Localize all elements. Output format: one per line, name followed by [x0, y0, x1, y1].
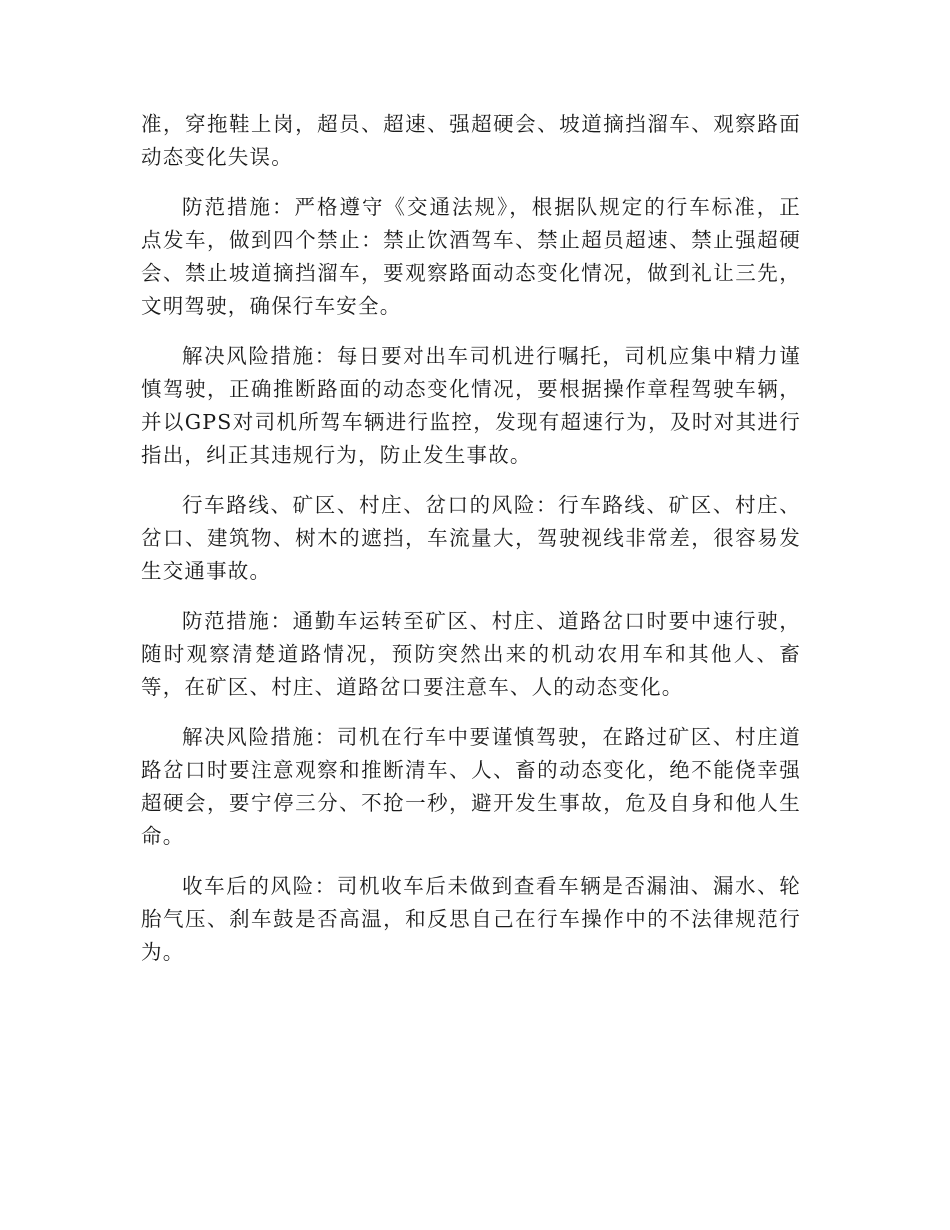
paragraph-route-risk: 行车路线、矿区、村庄、岔口的风险：行车路线、矿区、村庄、岔口、建筑物、树木的遮挡，车流量大，驾驶视线非常差，很容易发生交通事故。	[141, 493, 801, 583]
paragraph-after-parking-risk: 收车后的风险：司机收车后未做到查看车辆是否漏油、漏水、轮胎气压、刹车鼓是否高温，和反思自己在行车操作中的不法律规范行为。	[141, 874, 801, 964]
paragraph-prevention-measures-1: 防范措施：严格遵守《交通法规》，根据队规定的行车标准，正点发车，做到四个禁止：禁止饮酒驾车、禁止超员超速、禁止强超硬会、禁止坡道摘挡溜车，要观察路面动态变化情况，做到礼让三先，文明驾驶，确保行车安全。	[141, 195, 801, 318]
paragraph-risk-solution-1: 解决风险措施：每日要对出车司机进行嘱托，司机应集中精力谨慎驾驶，正确推断路面的动态变化情况，要根据操作章程驾驶车辆，并以GPS对司机所驾车辆进行监控，发现有超速行为，及时对其进行指出，纠正其违规行为，防止发生事故。	[141, 344, 801, 467]
paragraph-prevention-measures-2: 防范措施：通勤车运转至矿区、村庄、道路岔口时要中速行驶，随时观察清楚道路情况，预防突然出来的机动农用车和其他人、畜等，在矿区、村庄、道路岔口要注意车、人的动态变化。	[141, 609, 801, 699]
document-body	[141, 108, 801, 986]
paragraph-continuation: 准，穿拖鞋上岗，超员、超速、强超硬会、坡道摘挡溜车、观察路面动态变化失误。	[141, 112, 801, 169]
paragraph-risk-solution-2: 解决风险措施：司机在行车中要谨慎驾驶，在路过矿区、村庄道路岔口时要注意观察和推断清车、人、畜的动态变化，绝不能侥幸强超硬会，要宁停三分、不抢一秒，避开发生事故，危及自身和他人生命。	[141, 725, 801, 848]
